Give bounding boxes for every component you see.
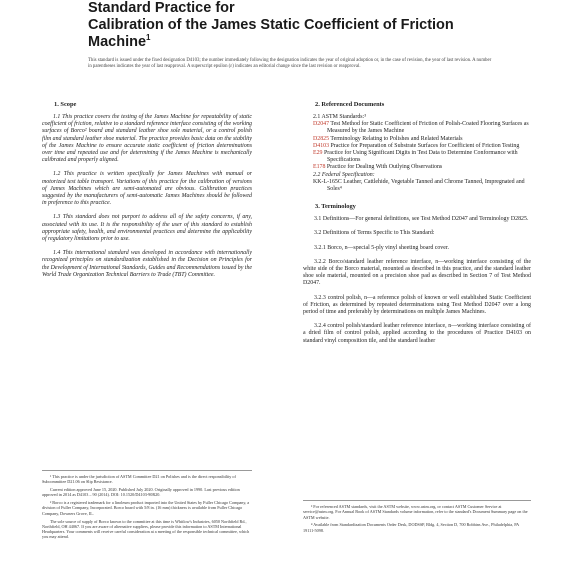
designation-notice: This standard is issued under the fixed designation D4103; the number immediately following the designation indicates the year of original adoption or, in the case of revision, the year of last revision. A number in parentheses indicates the year of last reapproval. A superscript epsilon (ε) indicates an editorial change since the last revision or reapproval. (88, 58, 492, 69)
reference-title: Test Method for Static Coefficient of Friction of Polish-Coated Flooring Surfaces as Measured by the James Machine (327, 121, 529, 135)
reference-link[interactable]: E178 (313, 164, 326, 171)
terminology-paragraph-2: 3.2 Definitions of Terms Specific to This Standard: (314, 230, 435, 237)
federal-spec-heading: 2.2 Federal Specification: (313, 171, 375, 178)
left-column (42, 100, 252, 286)
scope-paragraph-2: 1.2 This practice is written specifically for James Machines with manual or motorized test table transport. Variations of this practice for the calibration of versions of James Machines which are semi-automated are obvious. Calibration practices suggested by the manufacturers of semi-automatic James Machines should be followed in preference to this practice. (42, 171, 252, 207)
left-footnotes (42, 470, 252, 542)
scope-paragraph-4: 1.4 This international standard was developed in accordance with internationally recognized principles on standardization established in the Decision on Principles for the Development of International Standards, Guides and Recommendations issued by the World Trade Organization Technical Barriers to Trade (TBT) Committee. (42, 250, 253, 278)
reference-link[interactable]: E29 (313, 150, 323, 157)
scope-paragraph-1: 1.1 This practice covers the testing of the James Machine for repeatability of static coefficient of friction, relative to a standard reference interface consisting of the working surfaces of Borco² board and standard leather shoe sole material, or a control polish film and standard leather shoe material. The practice provides basic data on the stability of the James Machine to ensure accurate static coefficient of friction determinations over time and repeated use and for determining if the James Machine is mechanically calibrated and properly aligned. (42, 114, 252, 164)
reference-item (303, 150, 531, 164)
reference-item (303, 136, 531, 143)
right-footnotes (303, 500, 531, 535)
title-line-3-text: Machine (88, 34, 147, 50)
terminology-heading: 3. Terminology (315, 203, 356, 211)
reference-item (303, 143, 531, 150)
reference-item (303, 164, 531, 171)
scope-heading: 1. Scope (54, 101, 77, 108)
reference-link[interactable]: D2825 (313, 135, 330, 142)
terminology-paragraph-6: 3.2.4 control polish/standard leather reference interface, n—working interface consisting of a dried film of control polish, applied according to the procedures of Practice D4103 on standard vinyl composition tile, and the standard leather (303, 323, 531, 344)
footnote-edition: Current edition approved June 15, 2020. Published July 2020. Originally approved in 1990. Last previous edition approved in 2014 as D4103 – 90 (2014). DOI: 10.1520/D4103-90R20. (42, 487, 240, 498)
terminology-paragraph-5: 3.2.3 control polish, n—a reference polish of known or well established Static Coefficient of Friction, as determined by repeated determinations using Test Method D2047 over a long period of time and preferably by determinations on multiple James Machines. (303, 294, 531, 316)
terminology-paragraph-4: 3.2.2 Borco/standard leather reference interface, n—working interface consisting of the white side of the Borco material, mounted as described in this practice, and the standard leather shoe sole material, mounted on a precision shoe pad as described in Section 7 of Test Method D2047. (303, 258, 531, 287)
title-footnote-mark: 1 (146, 33, 151, 43)
reference-title: Practice for Dealing With Outlying Observations (325, 164, 443, 171)
references-heading: 2. Referenced Documents (315, 101, 385, 108)
right-column (303, 100, 531, 352)
footnote-supplier: The sole source of supply of Borco known to the committee at this time is Whitlow's Industries, 6050 Northfield Rd., Northfield, OH 44067. If you are aware of alternative suppliers, please provide this information to ASTM International Headquarters. Your comments will receive careful consideration at a meeting of the responsible technical committee, which you may attend. (42, 518, 250, 540)
footnote-2: ² Borco is a registered trademark for a linoleum product imported into the United States by Fuller Chicago Company, a division of Fuller Company, Incorporated. Borco board with 5/8 in. (16 mm) thickness is available from Fuller Chicago Company, Downers Grove, IL. (42, 500, 250, 516)
document-title (88, 0, 528, 51)
references-list (303, 114, 531, 193)
scope-paragraph-3: 1.3 This standard does not purport to address all of the safety concerns, if any, associated with its use. It is the responsibility of the user of this standard to establish appropriate safety, health, and environmental practices and determine the applicability of regulatory limitations prior to use. (42, 214, 252, 243)
footnote-1: ¹ This practice is under the jurisdiction of ASTM Committee D21 on Polishes and is the direct responsibility of Subcommittee D21.06 on Slip Resistance. (42, 474, 236, 485)
reference-title: Practice for Using Significant Digits in Test Data to Determine Conformance with Specifications (322, 150, 518, 164)
astm-standards-intro: 2.1 ASTM Standards:³ (313, 114, 366, 120)
footnote-4: ⁴ Available from Standardization Documents Order Desk, DODSSP, Bldg. 4, Section D, 700 Robbins Ave., Philadelphia, PA 19111-5098. (303, 522, 519, 533)
title-line-3 (88, 34, 528, 51)
reference-title: Terminology Relating to Polishes and Related Materials (329, 135, 463, 142)
title-line-2: Calibration of the James Static Coefficient of Friction (88, 17, 454, 33)
reference-item (303, 121, 531, 135)
federal-spec-item: KK-L-165C Leather, Cattlehide, Vegetable Tanned and Chrome Tanned, Impregnated and Soles⁴ (313, 178, 525, 193)
reference-title: Practice for Preparation of Substrate Surfaces for Coefficient of Friction Testing (329, 142, 520, 149)
title-line-1: Standard Practice for (88, 0, 235, 16)
terminology-paragraph-1: 3.1 Definitions—For general definitions, see Test Method D2047 and Terminology D2825. (314, 216, 529, 223)
footnote-3: ³ For referenced ASTM standards, visit the ASTM website, www.astm.org, or contact ASTM Customer Service at service@astm.org. For Annual Book of ASTM Standards volume information, refer to the standard's Document Summary page on the ASTM website. (303, 504, 528, 520)
terminology-paragraph-3: 3.2.1 Borco, n—special 5-ply vinyl sheeting board cover. (314, 244, 449, 251)
reference-link[interactable]: D2047 (313, 121, 330, 128)
reference-link[interactable]: D4103 (313, 142, 330, 149)
